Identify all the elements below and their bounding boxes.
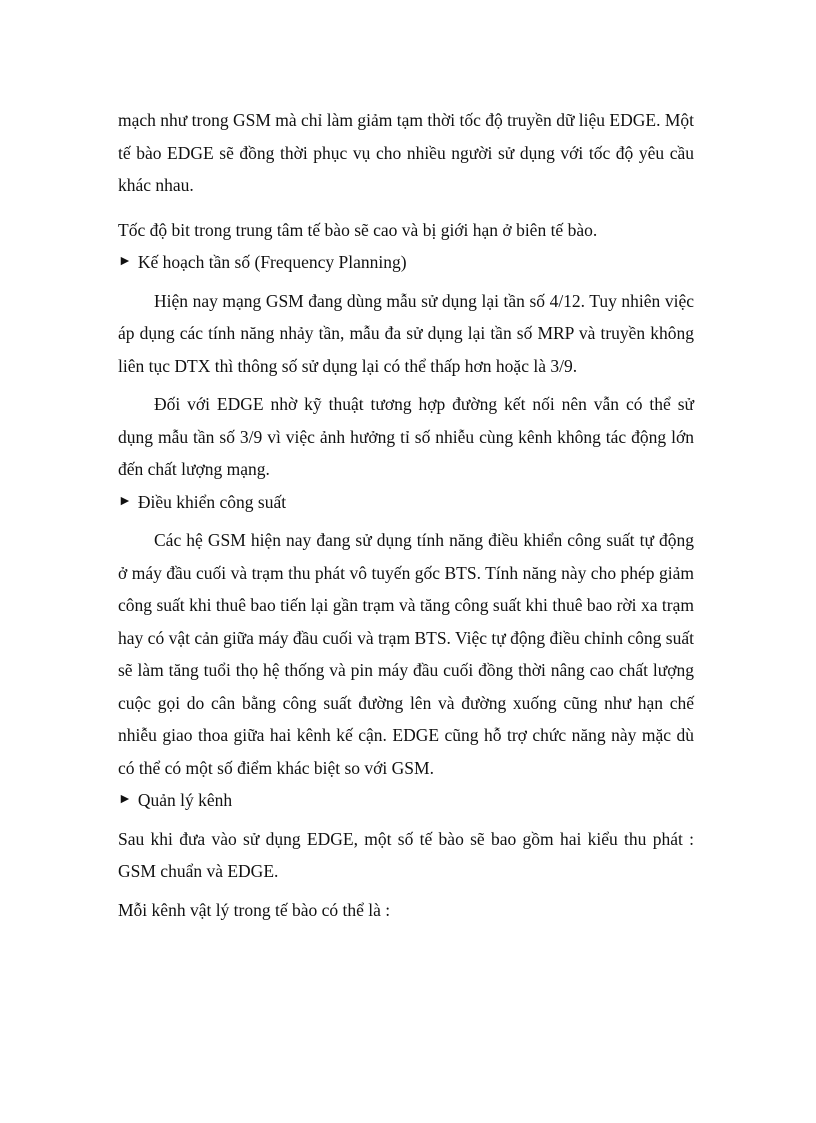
paragraph-frequency-reuse: Hiện nay mạng GSM đang dùng mẫu sử dụng lại tần số 4/12. Tuy nhiên việc áp dụng các tính năng nhảy tần, mẫu đa sử dụng lại tần số MRP và truyền không liên tục DTX thì thông số sử dụng lại có thể thấp hơn hoặc là 3/9. [118,290,694,376]
section-heading-power-control [118,486,694,519]
paragraph-power-control: Các hệ GSM hiện nay đang sử dụng tính năng điều khiển công suất tự động ở máy đầu cuối và trạm thu phát vô tuyến gốc BTS. Tính năng này cho phép giảm công suất khi thuê bao tiến lại gần trạm và tăng công suất khi thuê bao rời xa trạm hay có vật cản giữa máy đầu cuối và trạm BTS. Việc tự động điều chỉnh công suất sẽ làm tăng tuổi thọ hệ thống và pin máy đầu cuối đồng thời nâng cao chất lượng cuộc gọi do cân bằng công suất đường lên và đường xuống cũng như hạn chế nhiễu giao thoa giữa hai kênh kế cận. EDGE cũng hỗ trợ chức năng này mặc dù có thể có một số điểm khác biệt so với GSM. [118,530,694,778]
section-heading-frequency-planning [118,246,694,279]
right-triangle-icon: ► [118,792,132,808]
paragraph-transceiver-types: Sau khi đưa vào sử dụng EDGE, một số tế bào sẽ bao gồm hai kiểu thu phát : GSM chuẩn và EDGE. [118,828,694,881]
paragraph-physical-channel: Mỗi kênh vật lý trong tế bào có thể là : [118,899,391,920]
section-heading-label: Điều khiển công suất [137,491,287,512]
right-triangle-icon: ► [118,254,132,270]
paragraph-bit-rate: Tốc độ bit trong trung tâm tế bào sẽ cao và bị giới hạn ở biên tế bào. [118,219,598,240]
section-heading-label: Kế hoạch tần số (Frequency Planning) [137,252,407,272]
document-page [118,104,694,926]
right-triangle-icon: ► [118,493,132,509]
paragraph-edge-reuse: Đối với EDGE nhờ kỹ thuật tương hợp đường kết nối nên vẫn có thể sử dụng mẫu tần số 3/9 vì việc ảnh hưởng tỉ số nhiễu cùng kênh không tác động lớn đến chất lượng mạng. [118,394,694,479]
section-heading-label: Quản lý kênh [137,790,233,810]
paragraph-edge-cell: mạch như trong GSM mà chỉ làm giảm tạm thời tốc độ truyền dữ liệu EDGE. Một tế bào EDGE sẽ đồng thời phục vụ cho nhiều người sử dụng với tốc độ yêu cầu khác nhau. [118,110,694,195]
section-heading-channel-management [118,784,694,817]
